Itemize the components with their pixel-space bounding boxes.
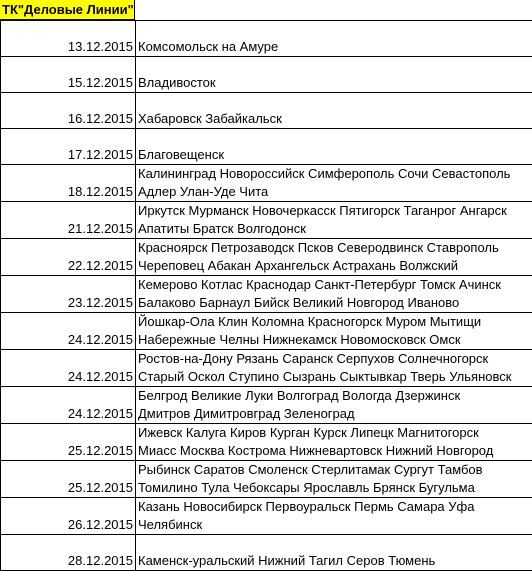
cities-line: Красноярск Петрозаводск Псков Северодвинск Ставрополь (138, 239, 532, 257)
cities-line: Старый Оскол Ступино Сызрань Сыктывкар Тверь Ульяновск (138, 368, 532, 386)
date-cell[interactable]: 23.12.2015 (1, 276, 136, 313)
cities-line: Набережные Челны Нижнекамск Новомосковск Омск (138, 331, 532, 349)
date-cell[interactable]: 22.12.2015 (1, 239, 136, 276)
table-row (1, 165, 532, 202)
cities-cell[interactable] (136, 461, 532, 498)
cities-line: Череповец Абакан Архангельск Астрахань Волжский (138, 257, 532, 275)
cities-cell[interactable] (136, 21, 532, 57)
date-cell[interactable]: 24.12.2015 (1, 313, 136, 350)
cities-line: Калининград Новороссийск Симферополь Сочи Севастополь (138, 165, 532, 183)
cities-line: Каменск-уральский Нижний Тагил Серов Тюмень (138, 552, 532, 570)
date-cell[interactable]: 24.12.2015 (1, 387, 136, 424)
cities-line: Ростов-на-Дону Рязань Саранск Серпухов Солнечногорск (138, 350, 532, 368)
cities-cell[interactable] (136, 313, 532, 350)
cities-cell[interactable] (136, 350, 532, 387)
cities-line: Хабаровск Забайкальск (138, 110, 532, 128)
date-cell[interactable]: 15.12.2015 (1, 57, 136, 93)
cities-cell[interactable] (136, 387, 532, 424)
date-cell[interactable]: 16.12.2015 (1, 93, 136, 129)
cities-line: Томилино Тула Чебоксары Ярославль Брянск Бугульма (138, 479, 532, 497)
table-row (1, 57, 532, 93)
cities-line: Владивосток (138, 74, 532, 92)
cities-line: Белгрод Великие Луки Волгоград Вологда Дзержинск (138, 387, 532, 405)
table-row (1, 350, 532, 387)
table-row (1, 202, 532, 239)
date-cell[interactable]: 25.12.2015 (1, 424, 136, 461)
cities-line: Кемерово Котлас Краснодар Санкт-Петербург Томск Ачинск (138, 276, 532, 294)
cities-line: Казань Новосибирск Первоуральск Пермь Самара Уфа (138, 498, 532, 516)
cities-cell[interactable] (136, 129, 532, 165)
table-row (1, 313, 532, 350)
cities-cell[interactable] (136, 498, 532, 535)
date-cell[interactable]: 13.12.2015 (1, 21, 136, 57)
table-row (1, 498, 532, 535)
cities-cell[interactable] (136, 276, 532, 313)
date-cell[interactable]: 18.12.2015 (1, 165, 136, 202)
table-row (1, 21, 532, 57)
cities-line: Адлер Улан-Уде Чита (138, 183, 532, 201)
schedule-table (0, 20, 532, 571)
table-row (1, 424, 532, 461)
cities-line: Челябинск (138, 516, 532, 534)
table-row (1, 239, 532, 276)
cities-line: Апатиты Братск Волгодонск (138, 220, 532, 238)
date-cell[interactable]: 21.12.2015 (1, 202, 136, 239)
cities-line: Миасс Москва Кострома Нижневартовск Нижний Новгород (138, 442, 532, 460)
table-row (1, 93, 532, 129)
header-cell[interactable]: ТК"Деловые Линии" (0, 0, 135, 20)
cities-line: Балаково Барнаул Бийск Великий Новгород Иваново (138, 294, 532, 312)
table-row (1, 129, 532, 165)
cities-line: Благовещенск (138, 146, 532, 164)
cities-cell[interactable] (136, 93, 532, 129)
cities-line: Иркутск Мурманск Новочеркасск Пятигорск Таганрог Ангарск (138, 202, 532, 220)
cities-cell[interactable] (136, 57, 532, 93)
cities-line: Дмитров Димитровград Зеленоград (138, 405, 532, 423)
date-cell[interactable]: 24.12.2015 (1, 350, 136, 387)
date-cell[interactable]: 25.12.2015 (1, 461, 136, 498)
cities-cell[interactable] (136, 535, 532, 571)
table-row (1, 535, 532, 571)
cities-cell[interactable] (136, 165, 532, 202)
cities-line: Ижевск Калуга Киров Курган Курск Липецк Магнитогорск (138, 424, 532, 442)
cities-line: Рыбинск Саратов Смоленск Стерлитамак Сургут Тамбов (138, 461, 532, 479)
cities-line: Комсомольск на Амуре (138, 38, 532, 56)
date-cell[interactable]: 28.12.2015 (1, 535, 136, 571)
date-cell[interactable]: 26.12.2015 (1, 498, 136, 535)
cities-cell[interactable] (136, 424, 532, 461)
table-row (1, 276, 532, 313)
cities-cell[interactable] (136, 202, 532, 239)
table-row (1, 461, 532, 498)
date-cell[interactable]: 17.12.2015 (1, 129, 136, 165)
cities-cell[interactable] (136, 239, 532, 276)
table-row (1, 387, 532, 424)
cities-line: Йошкар-Ола Клин Коломна Красногорск Муром Мытищи (138, 313, 532, 331)
